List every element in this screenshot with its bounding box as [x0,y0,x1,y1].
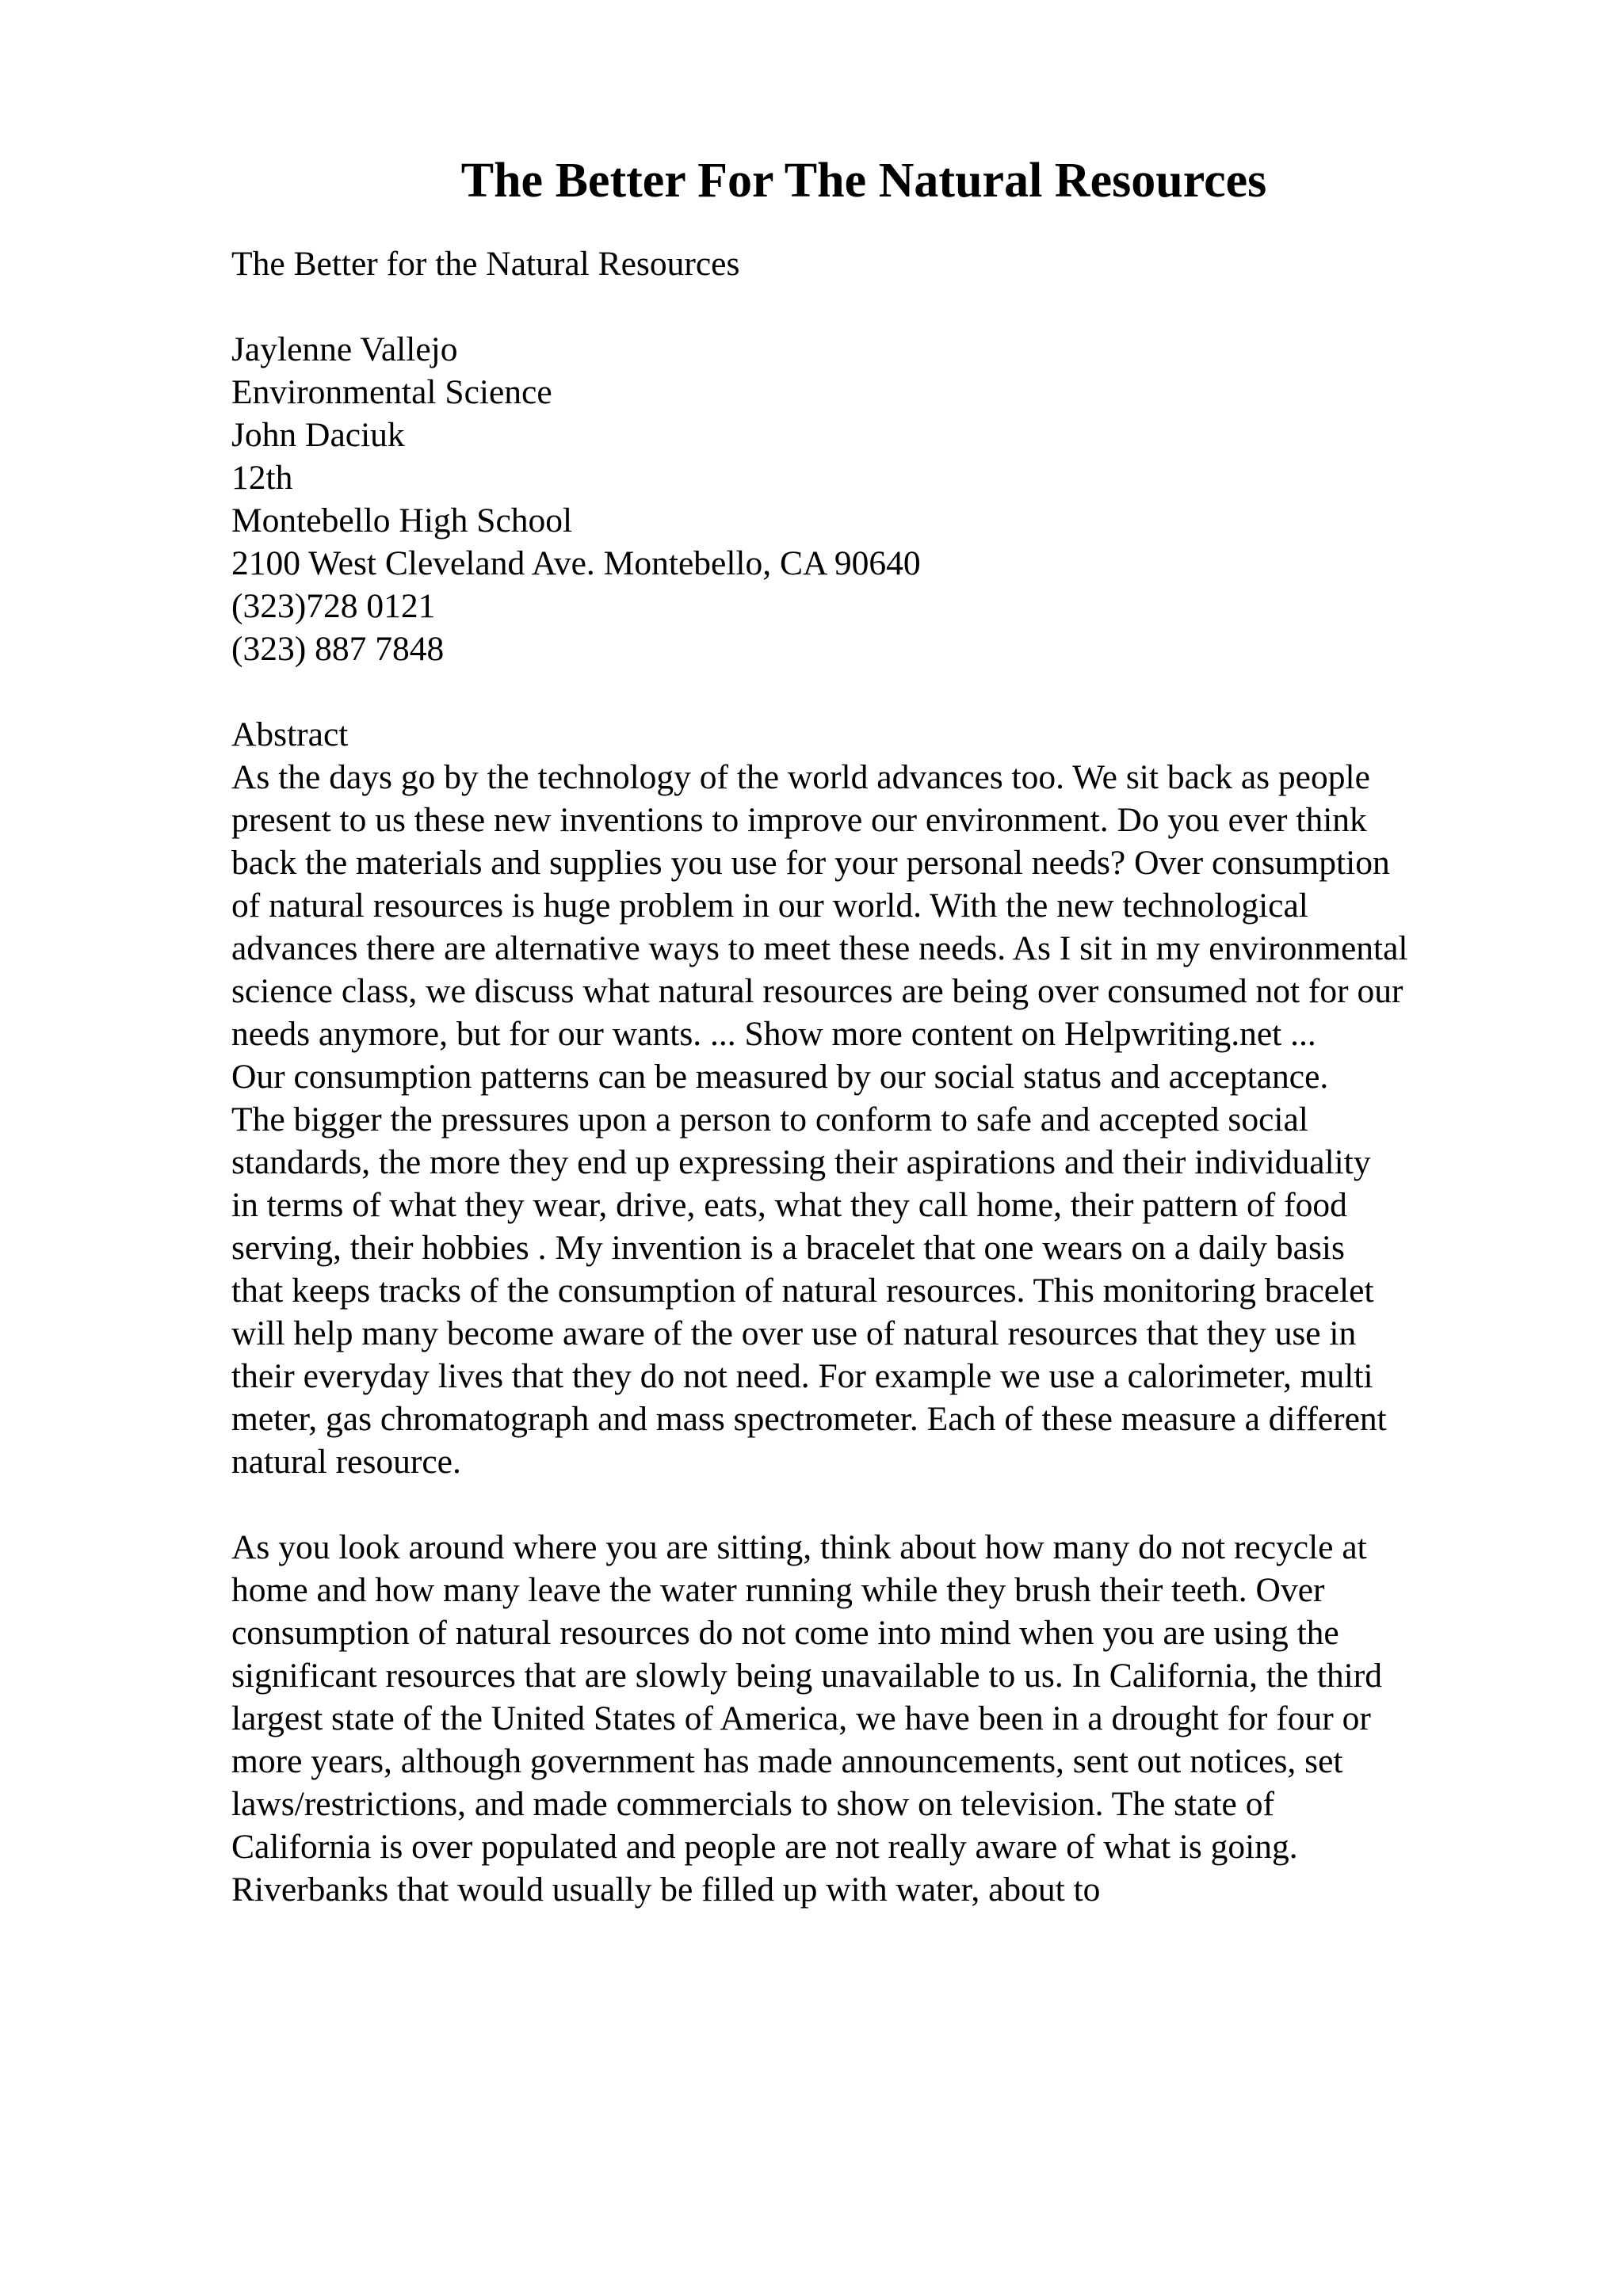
document-subtitle: The Better for the Natural Resources [231,245,740,283]
text-line: Riverbanks that would usually be filled up with water, about to [231,1871,1101,1909]
text-line: consumption of natural resources do not come into mind when you are using the [231,1614,1339,1652]
text-line: in terms of what they wear, drive, eats, what they call home, their pattern of food [231,1186,1347,1224]
text-line: present to us these new inventions to improve our environment. Do you ever think [231,801,1367,839]
grade-level: 12th [231,459,293,497]
phone-number: (323)728 0121 [231,587,436,625]
text-line: their everyday lives that they do not need. For example we use a calorimeter, multi [231,1357,1373,1395]
school-name: Montebello High School [231,502,573,540]
text-line: will help many become aware of the over use of natural resources that they use in [231,1314,1357,1352]
text-line: of natural resources is huge problem in our world. With the new technological [231,887,1308,925]
spacer [231,285,1579,328]
author-name: Jaylenne Vallejo [231,330,458,368]
school-address: 2100 West Cleveland Ave. Montebello, CA 90640 [231,544,921,582]
text-line: As you look around where you are sitting, think about how many do not recycle at [231,1528,1367,1566]
text-line: more years, although government has made announcements, sent out notices, set [231,1742,1343,1780]
text-line: serving, their hobbies . My invention is a bracelet that one wears on a daily basis [231,1229,1345,1267]
document-body [231,242,1579,1911]
spacer [231,1483,1579,1526]
phone-number: (323) 887 7848 [231,630,445,668]
abstract-paragraph [231,756,1579,1483]
body-paragraph [231,1526,1579,1911]
text-line: science class, we discuss what natural resources are being over consumed not for our [231,972,1403,1010]
spacer [231,670,1579,713]
course-name: Environmental Science [231,373,552,411]
text-line: largest state of the United States of America, we have been in a drought for four or [231,1699,1371,1737]
text-line: home and how many leave the water running while they brush their teeth. Over [231,1571,1325,1609]
text-line: natural resource. [231,1443,461,1481]
text-line: that keeps tracks of the consumption of natural resources. This monitoring bracelet [231,1272,1374,1310]
text-line: back the materials and supplies you use for your personal needs? Over consumption [231,844,1390,882]
teacher-name: John Daciuk [231,416,405,454]
text-line: significant resources that are slowly being unavailable to us. In California, the third [231,1657,1383,1695]
text-line: The bigger the pressures upon a person to conform to safe and accepted social [231,1100,1308,1138]
text-line: laws/restrictions, and made commercials to show on television. The state of [231,1785,1274,1823]
text-line: California is over populated and people are not really aware of what is going. [231,1828,1298,1866]
text-line: meter, gas chromatograph and mass spectrometer. Each of these measure a different [231,1400,1387,1438]
text-line: As the days go by the technology of the world advances too. We sit back as people [231,758,1370,796]
document-title: The Better For The Natural Resources [460,154,1267,208]
text-line: Our consumption patterns can be measured by our social status and acceptance. [231,1058,1329,1096]
text-line: advances there are alternative ways to meet these needs. As I sit in my environmental [231,929,1408,967]
text-line: standards, the more they end up expressing their aspirations and their individuality [231,1143,1371,1181]
text-line: needs anymore, but for our wants. ... Show more content on Helpwriting.net ... [231,1015,1316,1053]
author-info-block [231,328,1579,670]
abstract-heading: Abstract [231,715,349,753]
